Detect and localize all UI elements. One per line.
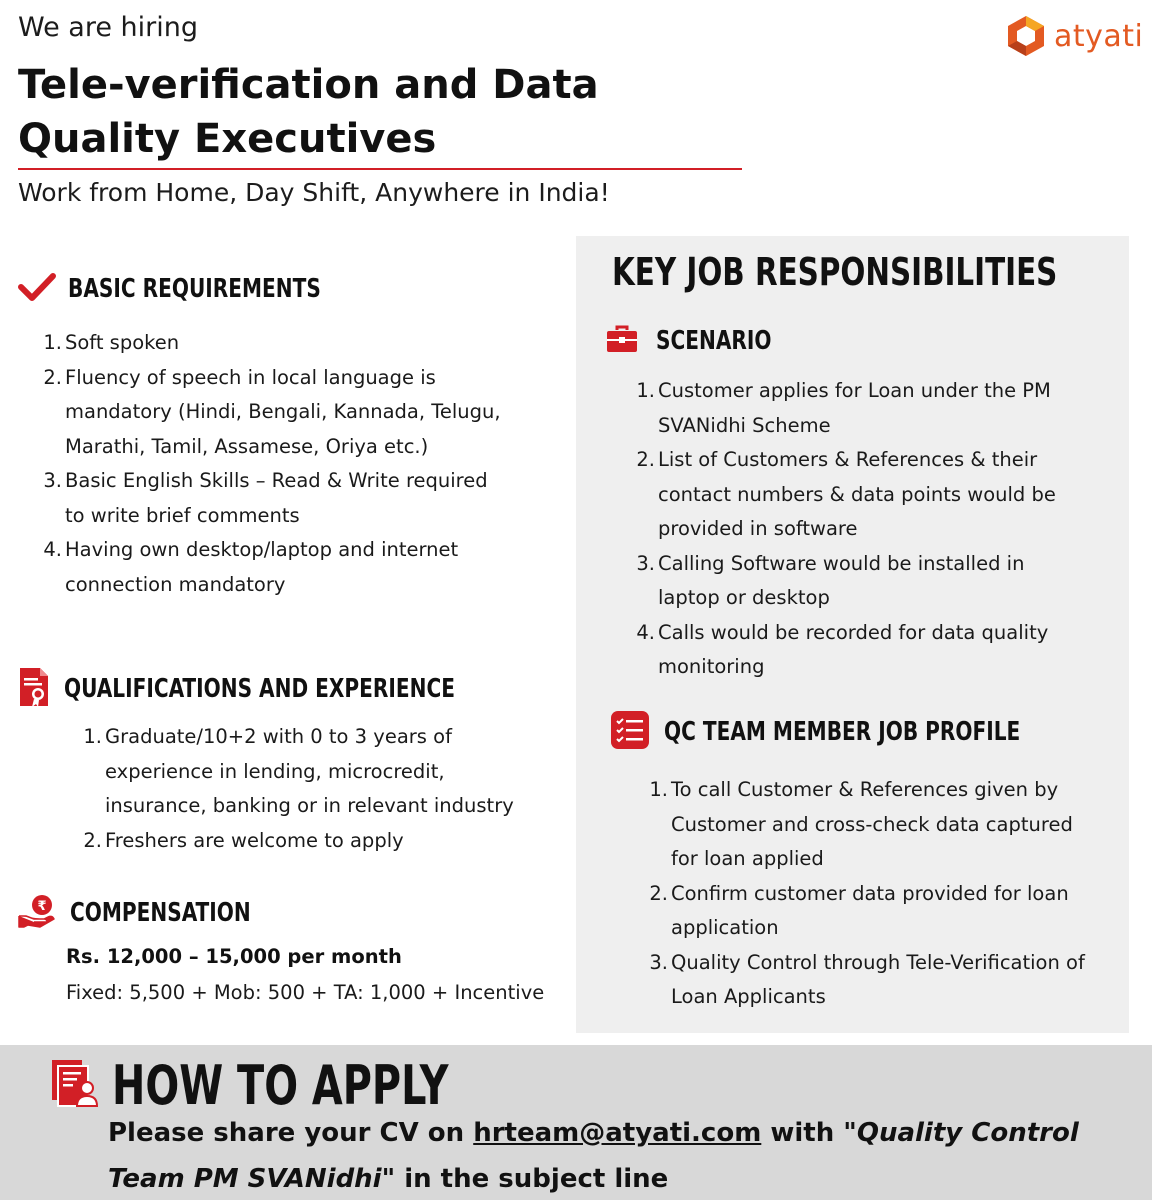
- certificate-icon: [18, 666, 50, 712]
- list-item: 4. Having own desktop/laptop and internet connection mandatory: [43, 538, 459, 596]
- email-subject: "Quality Control Team PM SVANidhi": [108, 1118, 1079, 1194]
- compensation-amount: Rs. 12,000 – 15,000 per month: [66, 945, 402, 968]
- basic-requirements-heading: [18, 272, 362, 306]
- compensation-detail: Fixed: 5,500 + Mob: 500 + TA: 1,000 + Incentive: [66, 981, 545, 1004]
- hiring-label: We are hiring: [18, 12, 199, 43]
- how-to-apply-title: HOW TO APPLY: [112, 1054, 449, 1117]
- list-item: 4. Calls would be recorded for data quality monitoring: [636, 620, 1049, 678]
- svg-text:₹: ₹: [37, 899, 47, 914]
- atyati-logo-icon: [1004, 14, 1048, 58]
- qualifications-heading: [18, 666, 519, 712]
- list-item: 1. To call Customer & References given by Customer and cross-check data captured for loan applied: [649, 778, 1073, 870]
- atyati-logo: [1004, 14, 1143, 58]
- qualifications-list: [80, 720, 520, 858]
- scenario-list: [633, 374, 1073, 685]
- list-item: 2. List of Customers & References & their contact numbers & data points would be provided in software: [636, 448, 1056, 540]
- list-item: 2. Fluency of speech in local language is mandatory (Hindi, Bengali, Kannada, Telugu, Marathi, Tamil, Assamese, Oriya etc.): [43, 365, 501, 458]
- basic-requirements-list: [40, 326, 510, 602]
- list-item: 3. Quality Control through Tele-Verification of Loan Applicants: [649, 950, 1085, 1008]
- cv-icon: [50, 1058, 100, 1114]
- list-item: 1. Graduate/10+2 with 0 to 3 years of experience in lending, microcredit, insurance, banking or in relevant industry: [83, 725, 514, 817]
- email-link[interactable]: hrteam@atyati.com: [473, 1118, 762, 1148]
- basic-requirements-title: BASIC REQUIREMENTS: [68, 274, 321, 304]
- list-item: 3. Basic English Skills – Read & Write required to write brief comments: [43, 469, 488, 527]
- list-item: 3. Calling Software would be installed in laptop or desktop: [636, 551, 1025, 609]
- list-item: 2. Freshers are welcome to apply: [83, 828, 404, 852]
- compensation-heading: [18, 894, 280, 932]
- list-item: 1. Soft spoken: [43, 331, 180, 354]
- qc-profile-title: QC TEAM MEMBER JOB PROFILE: [664, 717, 1021, 747]
- how-to-apply-text: Please share your CV on hrteam@atyati.com with "Quality Control Team PM SVANidhi" in the subject line: [108, 1118, 1079, 1194]
- title-divider: [18, 168, 742, 170]
- responsibilities-title: KEY JOB RESPONSIBILITIES: [612, 250, 1058, 294]
- checklist-icon: [610, 710, 650, 754]
- qualifications-title: QUALIFICATIONS AND EXPERIENCE: [64, 674, 455, 704]
- scenario-heading: [606, 324, 790, 358]
- page-subtitle: Work from Home, Day Shift, Anywhere in India!: [18, 178, 610, 207]
- qc-profile-list: [646, 773, 1086, 1015]
- page-title: Tele-verification and Data Quality Executives: [18, 62, 599, 162]
- rupee-hand-icon: [18, 894, 56, 932]
- briefcase-icon: [606, 324, 638, 358]
- scenario-title: SCENARIO: [656, 326, 772, 356]
- qc-profile-heading: [610, 710, 1078, 754]
- checkmark-icon: [18, 272, 56, 306]
- logo-text: atyati: [1054, 18, 1144, 54]
- list-item: 2. Confirm customer data provided for loan application: [649, 881, 1069, 939]
- compensation-title: COMPENSATION: [70, 898, 251, 928]
- list-item: 1. Customer applies for Loan under the PM SVANidhi Scheme: [636, 379, 1051, 437]
